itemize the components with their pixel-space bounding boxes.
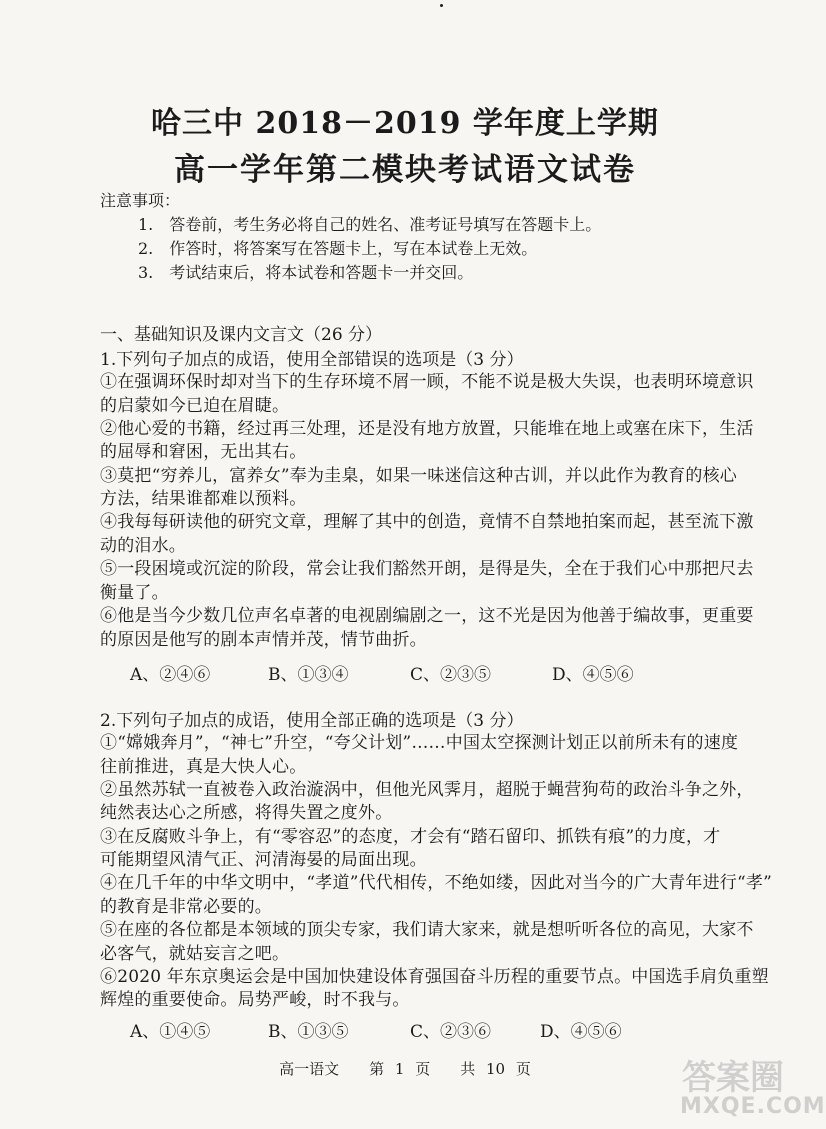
q1-option-d: D、④⑤⑥	[552, 665, 634, 685]
q2-line: ⑤在座的各位都是本领域的顶尖专家，我们请大家来，就是想听听各位的高见，大家不	[100, 920, 754, 940]
q1-line: 衡量了。	[100, 583, 169, 603]
q1-line: ④我每每研读他的研究文章，理解了其中的创造，竟情不自禁地拍案而起，甚至流下激	[100, 512, 754, 532]
q1-line: ①在强调环保时却对当下的生存环境不屑一顾，不能不说是极大失误，也表明环境意识	[100, 372, 754, 392]
q1-line: 动的泪水。	[100, 536, 186, 556]
q2-line: 纯然表达心之所感，将得失置之度外。	[100, 803, 393, 823]
notice-item: 3. 考试结束后，将本试卷和答题卡一并交回。	[138, 263, 474, 282]
q2-line: ③在反腐败斗争上，有“零容忍”的态度，才会有“踏石留印、抓铁有痕”的力度，才	[100, 827, 721, 847]
q1-line: 的原因是他写的剧本声情并茂，情节曲折。	[100, 630, 427, 650]
q2-line: ⑥2020 年东京奥运会是中国加快建设体育强国奋斗历程的重要节点。中国选手肩负重塑	[100, 967, 769, 987]
q2-line: ①“嫦娥奔月”，“神七”升空，“夸父计划”……中国太空探测计划正以前所未有的速度	[100, 733, 739, 753]
q2-line: 往前推进，真是大快人心。	[100, 757, 307, 777]
q2-line: ②虽然苏轼一直被卷入政治漩涡中，但他光风霁月，超脱于蝇营狗苟的政治斗争之外，	[100, 780, 754, 800]
question-1-head: 1.下列句子加点的成语，使用全部错误的选项是（3 分）	[100, 350, 524, 370]
q1-option-b: B、①③④	[268, 665, 349, 685]
watermark-url: MXQE.COM	[680, 1094, 826, 1119]
notice-item: 1. 答卷前，考生务必将自己的姓名、准考证号填写在答题卡上。	[138, 215, 602, 234]
q2-line: 辉煌的重要使命。局势严峻，时不我与。	[100, 990, 410, 1010]
watermark-text: 答案圈	[682, 1058, 784, 1098]
q1-line: ⑤一段困境或沉淀的阶段，常会让我们豁然开朗，是得是失，全在于我们心中那把尺去	[100, 559, 754, 579]
question-2-head: 2.下列句子加点的成语，使用全部正确的选项是（3 分）	[100, 711, 524, 731]
q1-line: 的启蒙如今已迫在眉睫。	[100, 396, 290, 416]
scan-speck	[440, 4, 443, 7]
q2-option-c: C、②③⑥	[410, 1022, 492, 1042]
q1-line: ③莫把“穷养儿，富养女”奉为圭臬，如果一味迷信这种古训，并以此作为教育的核心	[100, 466, 737, 486]
q1-option-c: C、②③⑤	[410, 665, 492, 685]
q1-line: ⑥他是当今少数几位声名卓著的电视剧编剧之一，这不光是因为他善于编故事，更重要	[100, 606, 754, 626]
notice-heading: 注意事项：	[100, 191, 181, 210]
q1-line: 方法，结果谁都难以预料。	[100, 489, 307, 509]
q2-line: 的教育是非常必要的。	[100, 897, 272, 917]
page-footer: 高一语文 第 1 页 共 10 页	[279, 1060, 531, 1078]
q1-option-a: A、②④⑥	[130, 665, 211, 685]
section-title: 一、基础知识及课内文言文（26 分）	[100, 325, 383, 345]
q2-line: 可能期望风清气正、河清海晏的局面出现。	[100, 850, 427, 870]
q2-line: 必客气，就姑妄言之吧。	[100, 944, 290, 964]
q2-option-d: D、④⑤⑥	[540, 1022, 622, 1042]
q2-option-b: B、①③⑤	[268, 1022, 349, 1042]
q2-line: ④在几千年的中华文明中，“孝道”代代相传，不绝如缕，因此对当今的广大青年进行“孝”	[100, 873, 772, 893]
exam-title-line1: 哈三中 2018－2019 学年度上学期	[151, 106, 659, 141]
q1-line: 的屈辱和窘困，无出其右。	[100, 442, 307, 462]
exam-title-line2: 高一学年第二模块考试语文试卷	[174, 152, 636, 188]
watermark-logo	[660, 1050, 826, 1120]
q1-line: ②他心爱的书籍，经过再三处理，还是没有地方放置，只能堆在地上或塞在床下，生活	[100, 419, 754, 439]
notice-item: 2. 作答时，将答案写在答题卡上，写在本试卷上无效。	[138, 239, 538, 258]
q2-option-a: A、①④⑤	[130, 1022, 211, 1042]
